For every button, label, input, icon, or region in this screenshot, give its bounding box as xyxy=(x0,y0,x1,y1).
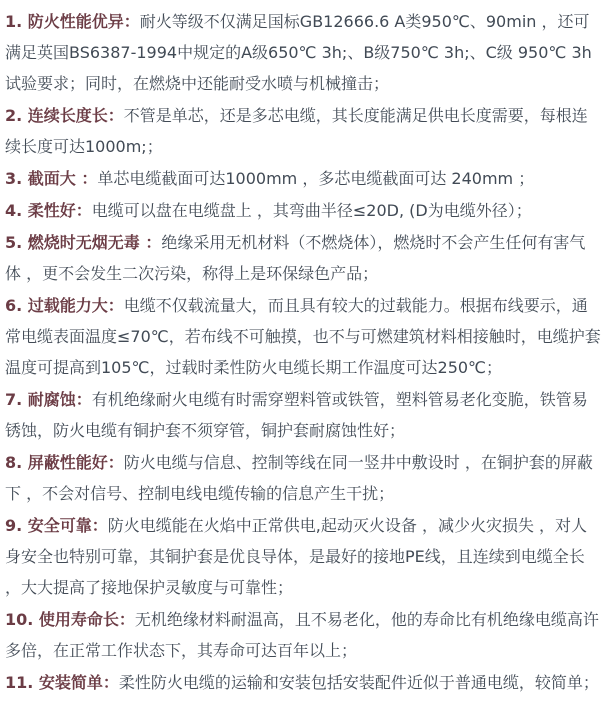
feature-body: 绝缘采用无机材料（不燃烧体），燃烧时不会产生任何有害气体 ，更不会发生二次污染，称得上是环保绿色产品； xyxy=(5,233,586,283)
feature-item-5 xyxy=(5,227,601,289)
feature-heading: 1. 防火性能优异： xyxy=(5,12,140,31)
feature-heading: 10. 使用寿命长： xyxy=(5,610,135,629)
feature-body: 防火电缆能在火焰中正常供电,起动灭火设备 ，减少火灾损失 ，对人身安全也特别可靠，其铜护套是优良导体，是最好的接地PE线，且连续到电缆全长 ，大大提高了接地保护灵敏度与可靠性； xyxy=(5,516,588,597)
feature-item-8 xyxy=(5,447,601,509)
feature-heading: 9. 安全可靠： xyxy=(5,516,108,535)
feature-heading: 3. 截面大 ： xyxy=(5,169,98,188)
feature-body: 无机绝缘材料耐温高，且不易老化，他的寿命比有机绝缘电缆高许多倍，在正常工作状态下，其寿命可达百年以上； xyxy=(5,610,599,660)
feature-item-2 xyxy=(5,100,601,162)
feature-body: 电缆可以盘在电缆盘上 ，其弯曲半径≤20D, (D为电缆外径）； xyxy=(91,201,532,220)
feature-body: 单芯电缆截面可达1000mm ，多芯电缆截面可达 240mm ； xyxy=(97,169,535,188)
feature-item-6 xyxy=(5,290,601,383)
feature-heading: 7. 耐腐蚀： xyxy=(5,390,92,409)
feature-item-10 xyxy=(5,604,601,666)
feature-body: 耐火等级不仅满足国标GB12666.6 A类950℃、90min ，还可满足英国BS6387-1994中规定的A级650℃ 3h;、B级750℃ 3h;、C级 950℃ 3h试验要求；同时，在燃烧中还能耐受水喷与机械撞击； xyxy=(5,12,592,93)
feature-heading: 11. 安装简单： xyxy=(5,673,119,692)
feature-heading: 8. 屏蔽性能好： xyxy=(5,453,124,472)
feature-heading: 6. 过载能力大： xyxy=(5,296,124,315)
feature-body: 电缆不仅载流量大，而且具有较大的过载能力。根据布线要示，通常电缆表面温度≤70℃，若布线不可触摸，也不与可燃建筑材料相接触时，电缆护套温度可提高到105℃，过载时柔性防火电缆长期工作温度可达250℃； xyxy=(5,296,601,377)
feature-heading: 5. 燃烧时无烟无毒 ： xyxy=(5,233,162,252)
feature-heading: 4. 柔性好： xyxy=(5,201,92,220)
feature-item-7 xyxy=(5,384,601,446)
feature-heading: 2. 连续长度长： xyxy=(5,106,124,125)
feature-item-3 xyxy=(5,163,601,194)
feature-body: 防火电缆与信息、控制等线在同一竖井中敷设时 ，在铜护套的屏蔽下 ，不会对信号、控制电线电缆传输的信息产生干扰； xyxy=(5,453,593,503)
feature-item-9 xyxy=(5,510,601,603)
feature-body: 有机绝缘耐火电缆有时需穿塑料管或铁管，塑料管易老化变脆，铁管易锈蚀，防火电缆有铜护套不须穿管，铜护套耐腐蚀性好； xyxy=(5,390,588,440)
feature-body: 不管是单芯，还是多芯电缆，其长度能满足供电长度需要，每根连续长度可达1000m;； xyxy=(5,106,588,156)
feature-item-4 xyxy=(5,195,601,226)
feature-item-1 xyxy=(5,6,601,99)
feature-body: 柔性防火电缆的运输和安装包括安装配件近似于普通电缆，较简单； xyxy=(118,673,599,692)
feature-item-11 xyxy=(5,667,601,698)
